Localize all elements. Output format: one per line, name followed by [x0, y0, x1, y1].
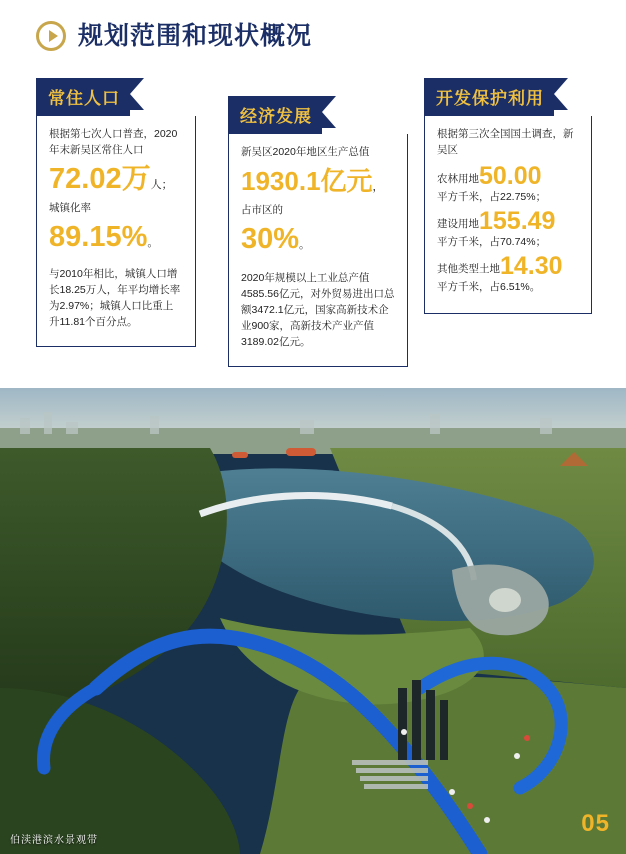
landuse-row [437, 252, 579, 295]
card-population-stat2-unit: 。 [147, 237, 159, 249]
landuse-row-value: 155.49 [479, 207, 556, 235]
card-economy-stat2-label: 占市区的 [241, 204, 283, 216]
landuse-row-label: 建设用地 [437, 218, 479, 230]
card-economy-footer: 2020年规模以上工业总产值4585.56亿元，对外贸易进出口总额3472.1亿元，国家高新技术企业900家，高新技术产业产值3189.02亿元。 [241, 272, 395, 348]
aerial-photo [0, 388, 626, 854]
card-landuse-banner: 开发保护利用 [424, 78, 554, 116]
page-number: 05 [581, 810, 610, 837]
card-population-intro: 根据第七次人口普查，2020年末新吴区常住人口 [49, 128, 178, 156]
landuse-row-label: 其他类型土地 [437, 263, 500, 275]
landuse-row-value: 14.30 [500, 252, 563, 280]
card-landuse-intro: 根据第三次全国国土调查，新吴区 [437, 128, 574, 156]
landuse-row-value: 50.00 [479, 162, 542, 190]
card-population-body [36, 116, 196, 347]
landuse-row [437, 162, 579, 205]
card-population-stat2-value: 89.15% [49, 221, 148, 253]
card-population [36, 78, 196, 347]
card-economy-stat2-unit: 。 [299, 239, 311, 251]
card-economy-stat2 [241, 222, 395, 256]
landuse-row-tail: 平方千米，占6.51%。 [437, 281, 541, 293]
card-population-stat2 [49, 220, 183, 254]
landuse-row-label: 农林用地 [437, 173, 479, 185]
page-title: 规划范围和现状概况 [78, 22, 313, 50]
landuse-row-tail: 平方千米，占22.75%； [437, 191, 547, 203]
card-economy-stat2-value: 30% [241, 223, 300, 255]
card-economy-stat1 [241, 164, 395, 198]
card-population-footer: 与2010年相比，城镇人口增长18.25万人，年平均增长率为2.97%；城镇人口比重上升11.81个百分点。 [49, 268, 181, 328]
play-circle-icon [36, 21, 66, 51]
card-economy [228, 96, 408, 367]
card-population-banner: 常住人口 [36, 78, 130, 116]
card-landuse [424, 78, 592, 314]
card-economy-banner: 经济发展 [228, 96, 322, 134]
card-population-stat1-value: 72.02万 [49, 163, 151, 195]
page-header [0, 0, 626, 56]
landuse-row [437, 207, 579, 250]
card-population-stat1-unit: 人； [150, 179, 173, 191]
card-population-stat2-label: 城镇化率 [49, 202, 91, 214]
card-economy-body [228, 134, 408, 367]
card-population-stat1 [49, 162, 183, 196]
card-economy-stat1-value: 1930.1亿元 [241, 166, 373, 196]
aerial-photo-illustration [0, 388, 626, 854]
stat-cards [0, 78, 626, 358]
landuse-row-tail: 平方千米，占70.74%； [437, 236, 547, 248]
card-landuse-body [424, 116, 592, 314]
card-economy-stat1-unit: ， [372, 181, 384, 193]
photo-caption: 伯渎港滨水景观带 [10, 835, 98, 846]
card-economy-intro: 新吴区2020年地区生产总值 [241, 146, 370, 158]
